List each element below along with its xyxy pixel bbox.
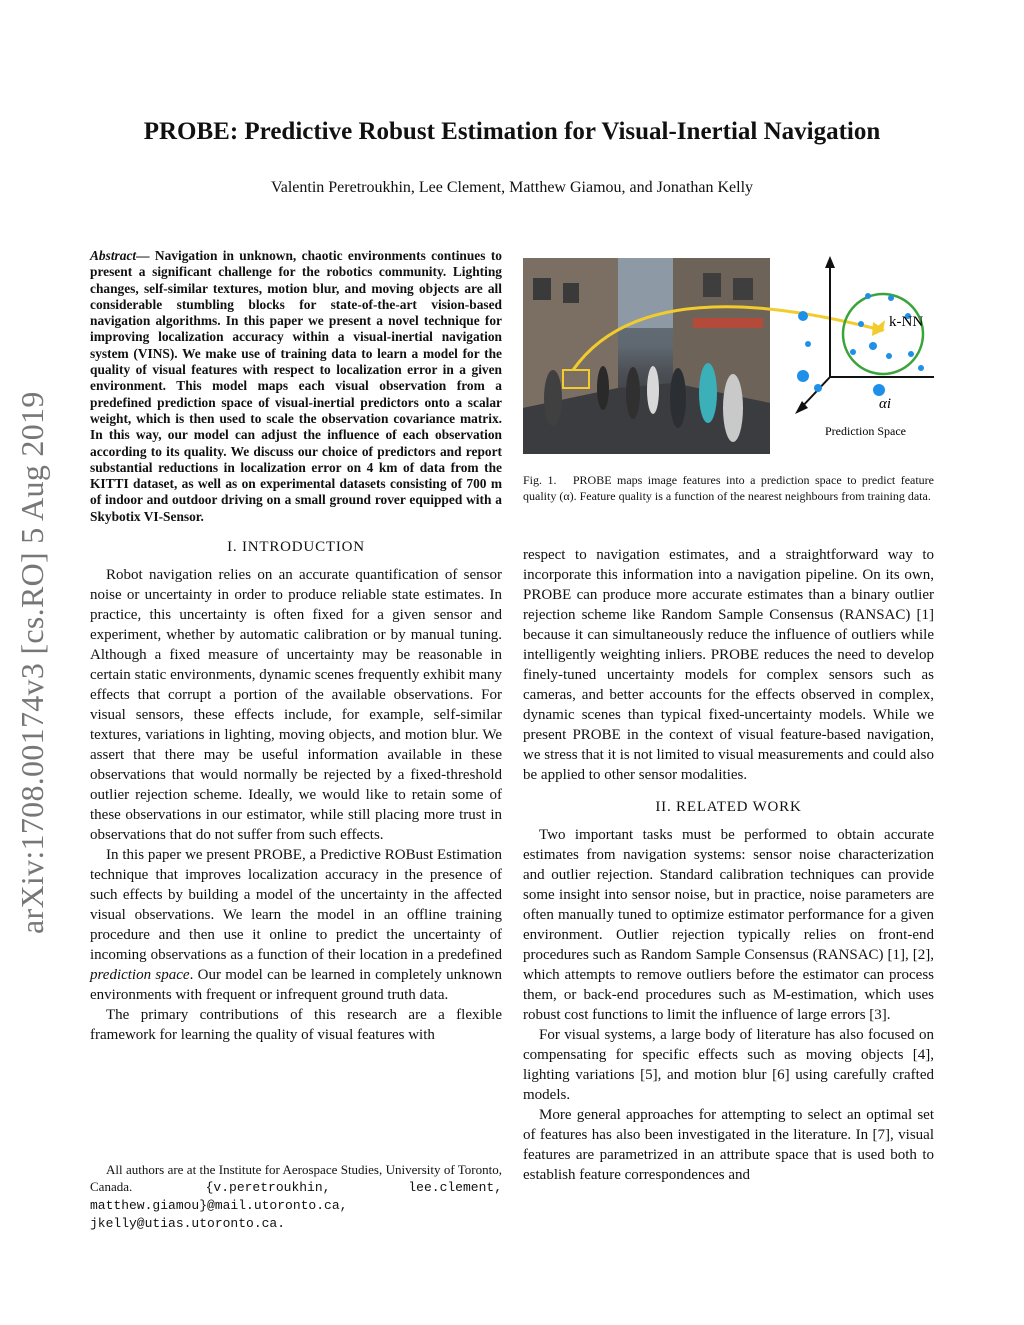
alpha-label: αi bbox=[879, 396, 892, 412]
abstract bbox=[90, 248, 502, 525]
data-point bbox=[886, 353, 892, 359]
data-point bbox=[888, 295, 894, 301]
data-point bbox=[805, 341, 811, 347]
data-point bbox=[850, 349, 856, 355]
intro-paragraph-2 bbox=[90, 845, 502, 1005]
right-column bbox=[523, 545, 934, 1185]
related-paragraph-3: More general approaches for attempting to select an optimal set of features has also been investigated in the literature. In [7], visual features are parametrized in an attribute space that is used both to establish feature correspondences and bbox=[523, 1107, 934, 1183]
data-point bbox=[858, 321, 864, 327]
caption-prefix: Fig. 1. bbox=[523, 473, 557, 487]
right-paragraph-1: respect to navigation estimates, and a straightforward way to incorporate this information into a navigation pipeline. On its own, PROBE can produce more accurate estimates than a binary outlier rejection scheme like Random Sample Consensus (RANSAC) [1] because it can simultaneously reduce the influence of outliers while intelligently weighting inliers. PROBE reduces the need to develop finely-tuned uncertainty models for complex sensors such as cameras, and better accounts for the effects observed in complex, dynamic scenes than typical fixed-uncertainty models. While we present PROBE in the context of visual feature-based navigation, we stress that it is not limited to visual measurements and could also be applied to other sensor modalities. bbox=[523, 547, 934, 783]
abstract-label: Abstract bbox=[90, 248, 137, 263]
data-point bbox=[814, 384, 822, 392]
data-point bbox=[873, 384, 885, 396]
intro-p2-emphasis: prediction space bbox=[90, 967, 190, 984]
related-paragraph-2: For visual systems, a large body of literature has also focused on compensating for specific effects such as moving objects [4], lighting variations [5], and motion blur [6] using carefully crafted models. bbox=[523, 1027, 934, 1103]
abstract-text: Navigation in unknown, chaotic environments continues to present a significant challenge for the robotics community. Lighting changes, self-similar textures, motion blur, and moving objects are all considerable stumbling blocks for state-of-the-art vision-based navigation algorithms. In this paper we present a novel technique for improving localization accuracy within a visual-inertial navigation system (VINS). We make use of training data to learn a model for the quality of visual features with respect to localization error in a given environment. This model maps each visual observation from a predefined prediction space of visual-inertial predictors onto a scalar weight, which is then used to scale the observation covariance matrix. In this way, our model can adjust the influence of each observation according to its quality. We discuss our choice of predictors and report substantial reductions in localization error on 4 km of data from the KITTI dataset, as well as on experimental datasets consisting of 700 m of indoor and outdoor driving on a small ground rover equipped with a Skybotix VI-Sensor. bbox=[90, 248, 502, 524]
data-point bbox=[798, 311, 808, 321]
data-point bbox=[869, 342, 877, 350]
footnote-emails: {v.peretroukhin, lee.clement, matthew.giamou}@mail.utoronto.ca, jkelly@utias.utoronto.ca. bbox=[90, 1180, 502, 1231]
mapping-arrow bbox=[573, 307, 873, 370]
section-heading-related-work: II. RELATED WORK bbox=[655, 799, 802, 815]
arxiv-stamp: arXiv:1708.00174v3 [cs.RO] 5 Aug 2019 bbox=[14, 391, 50, 934]
knn-label: k-NN bbox=[889, 314, 924, 330]
knn-circle bbox=[843, 294, 923, 374]
related-paragraph-1: Two important tasks must be performed to obtain accurate estimates from navigation systems: sensor noise characterization and outlier rejection. Standard calibration techniques can provide some insight into sensor noise, but in practice, noise parameters are often manually tuned to optimize estimator performance for a given environment. Outlier rejection typically relies on front-end procedures such as Random Sample Consensus (RANSAC) [1], [2], which attempts to remove outliers before the estimator can process them, or back-end procedures such as M-estimation, which uses robust cost functions to limit the influence of large errors [3]. bbox=[523, 827, 934, 1023]
intro-paragraph-1: Robot navigation relies on an accurate quantification of sensor noise or uncertainty in order to produce reliable state estimates. In practice, this uncertainty is often fixed for a given sensor and experiment, whether by automatic calibration or by manual tuning. Although a fixed measure of uncertainty may be reasonable in certain static environments, dynamic scenes frequently exhibit many effects that corrupt a portion of the available observations. For visual sensors, these effects include, for example, self-similar textures, variations in lighting, moving objects, and motion blur. We assert that there may be useful information available in these observations that would normally be rejected by a fixed-threshold outlier rejection scheme. Ideally, we would like to retain some of these observations in our estimator, while still placing more trust in observations that do not suffer from such effects. bbox=[90, 567, 502, 844]
data-point bbox=[865, 293, 871, 299]
data-point bbox=[797, 370, 809, 382]
prediction-space-label: Prediction Space bbox=[825, 424, 906, 438]
data-point bbox=[918, 365, 924, 371]
caption-text: PROBE maps image features into a prediction space to predict feature quality (α). Feature quality is a function of the nearest neighbours from training data. bbox=[523, 473, 934, 503]
intro-p2-start: In this paper we present PROBE, a Predictive ROBust Estimation technique that improves localization accuracy in the presence of such effects by building a model of the uncertainty in the affected visual observations. We learn the model in an offline training procedure and then use it online to predict the uncertainty of incoming observations as a function of their location in a predefined bbox=[90, 847, 502, 964]
left-column bbox=[90, 248, 502, 1045]
figure-caption bbox=[523, 472, 934, 504]
data-point bbox=[908, 351, 914, 357]
y-axis-arrow bbox=[825, 256, 835, 268]
abstract-dash: — bbox=[136, 248, 150, 263]
section-heading-introduction: I. INTRODUCTION bbox=[227, 539, 365, 556]
prediction-space-diagram bbox=[523, 250, 934, 460]
intro-p2-end: . Our model can be learned in completely unknown environments with frequent or infrequent ground truth data. bbox=[90, 967, 502, 1004]
intro-paragraph-3: The primary contributions of this research are a flexible framework for learning the quality of visual features with bbox=[90, 1007, 502, 1044]
author-list: Valentin Peretroukhin, Lee Clement, Matthew Giamou, and Jonathan Kelly bbox=[270, 179, 754, 196]
footnote-text: All authors are at the Institute for Aerospace Studies, University of Toronto, Canada. bbox=[90, 1162, 502, 1194]
figure-1 bbox=[523, 250, 934, 460]
footnote bbox=[90, 1161, 502, 1232]
paper-title: PROBE: Predictive Robust Estimation for Visual-Inertial Navigation bbox=[143, 118, 881, 145]
